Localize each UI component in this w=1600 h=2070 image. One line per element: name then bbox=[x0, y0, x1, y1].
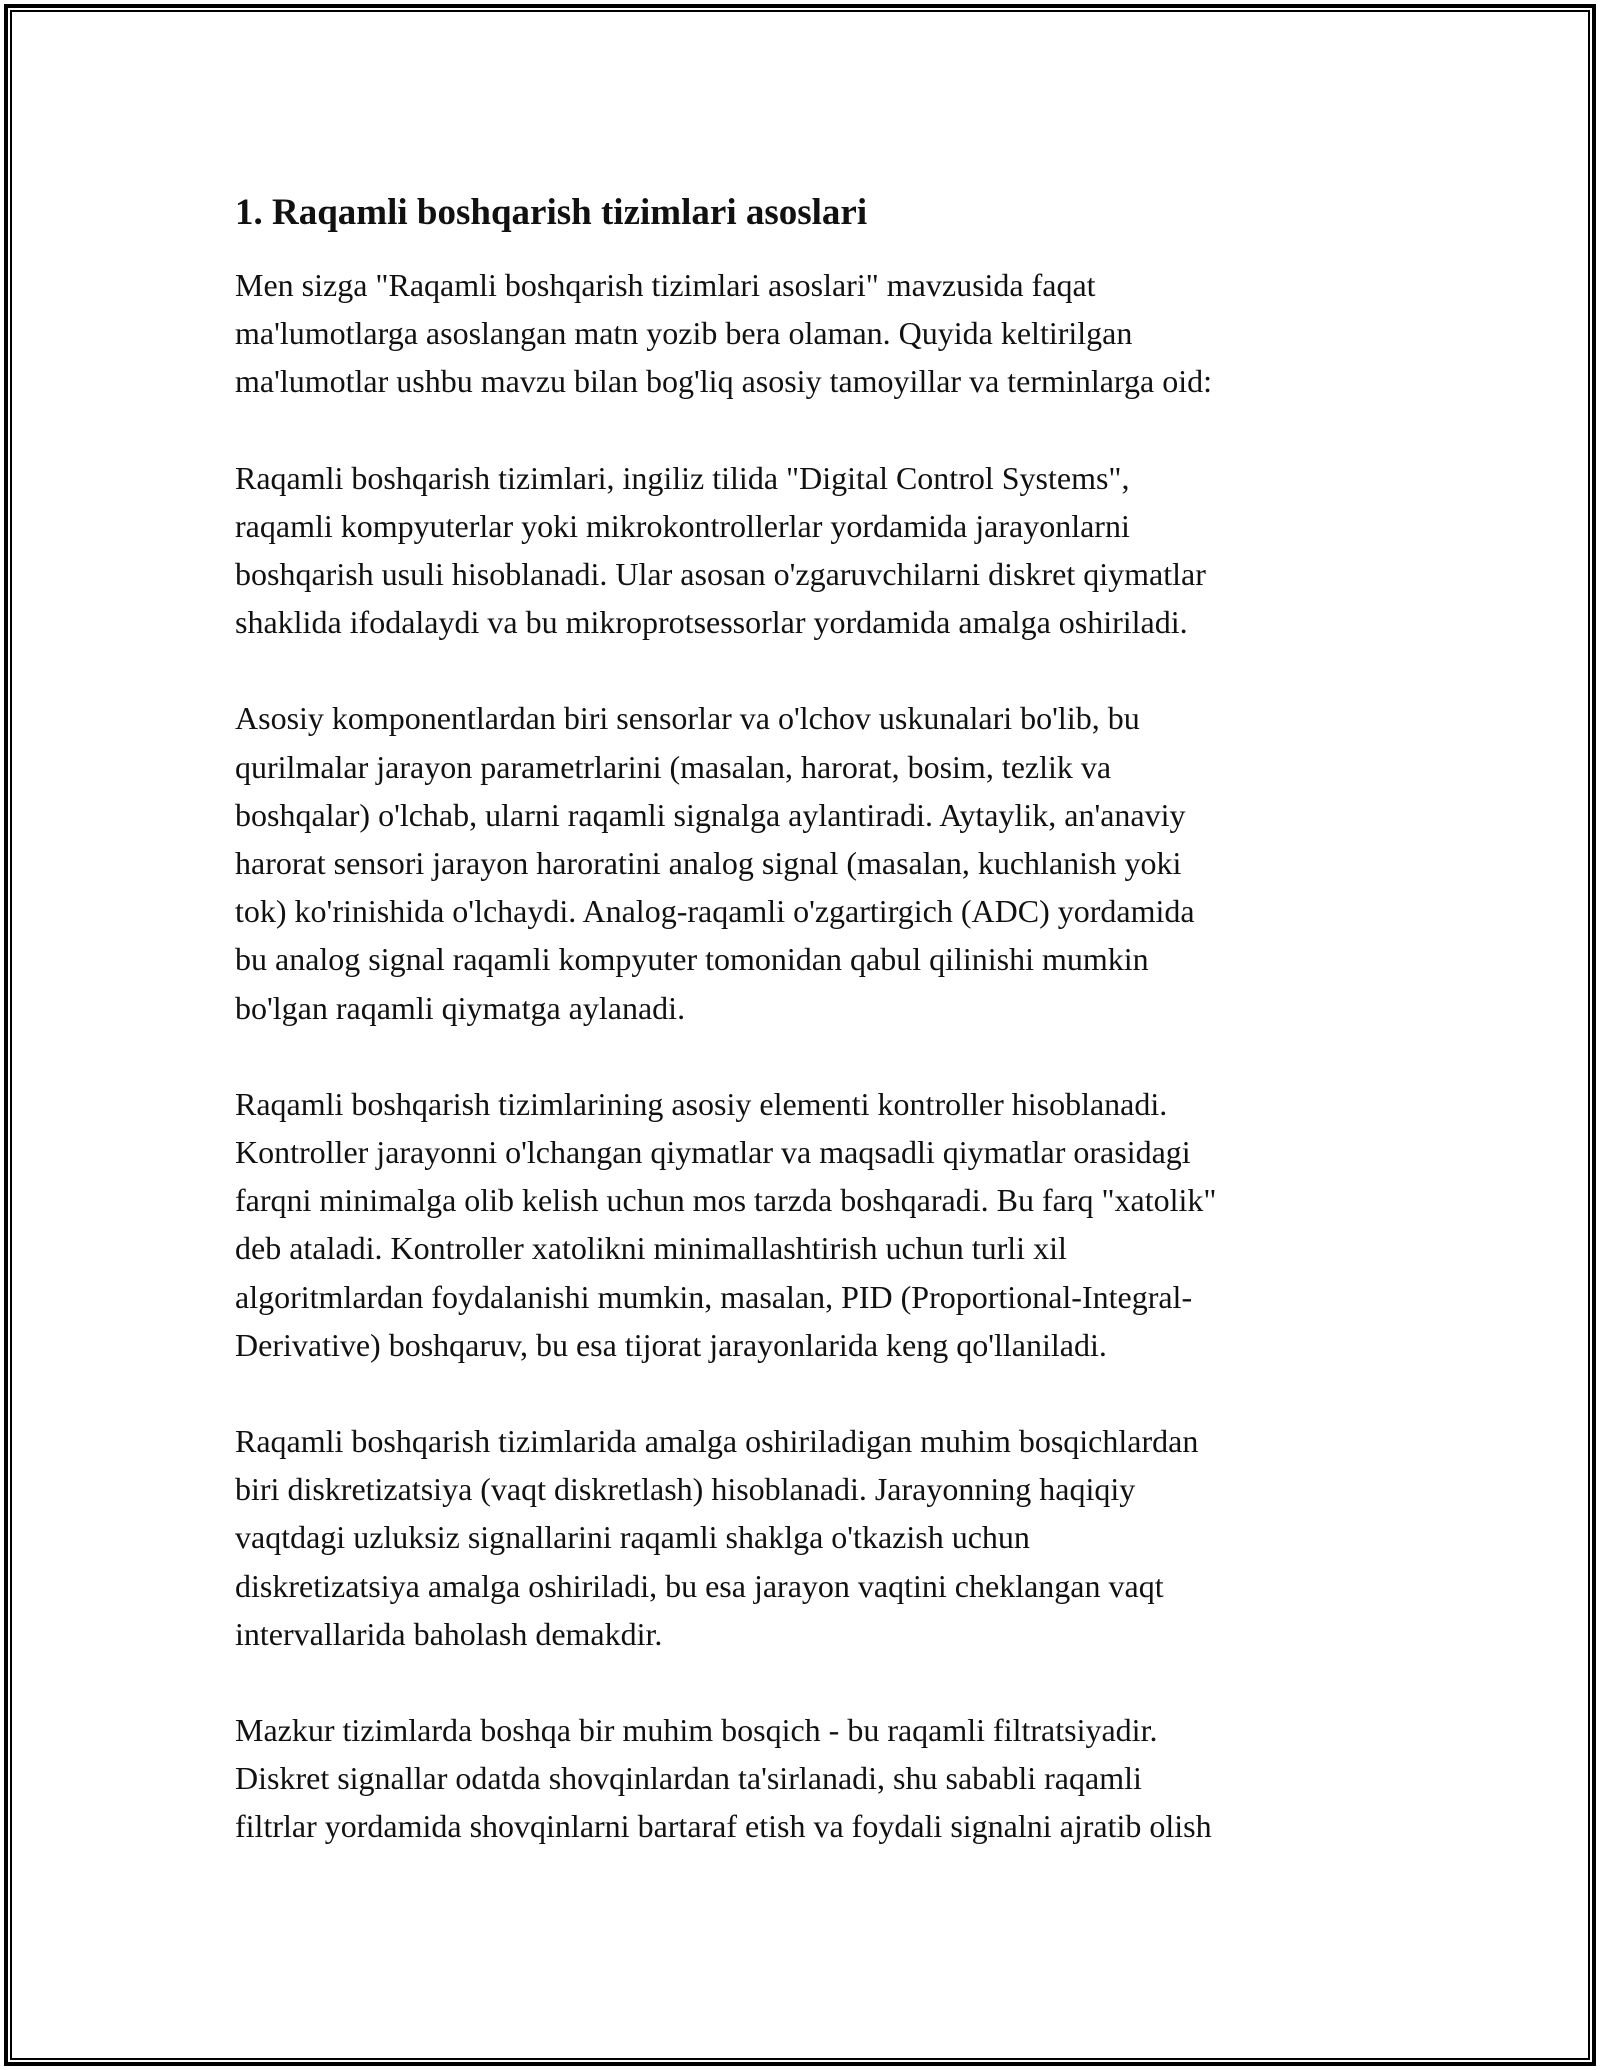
paragraph-5 bbox=[235, 1417, 1385, 1658]
paragraph-line: shaklida ifodalaydi va bu mikroprotsessorlar yordamida amalga oshiriladi. bbox=[235, 604, 1188, 641]
paragraph-line: Raqamli boshqarish tizimlarining asosiy elementi kontroller hisoblanadi. bbox=[235, 1085, 1168, 1122]
paragraph-line: algoritmlardan foydalanishi mumkin, masalan, PID (Proportional-Integral- bbox=[235, 1278, 1193, 1315]
paragraph-6 bbox=[235, 1706, 1385, 1851]
paragraph-line: vaqtdagi uzluksiz signallarini raqamli shaklga o'tkazish uchun bbox=[235, 1519, 1030, 1556]
paragraph-line: bu analog signal raqamli kompyuter tomonidan qabul qilinishi mumkin bbox=[235, 941, 1149, 978]
document-body bbox=[235, 185, 1385, 1899]
paragraph-line: biri diskretizatsiya (vaqt diskretlash) hisoblanadi. Jarayonning haqiqiy bbox=[235, 1471, 1136, 1508]
paragraph-line: tok) ko'rinishida o'lchaydi. Analog-raqamli o'zgartirgich (ADC) yordamida bbox=[235, 893, 1195, 930]
paragraph-line: diskretizatsiya amalga oshiriladi, bu esa jarayon vaqtini cheklangan vaqt bbox=[235, 1567, 1164, 1604]
paragraph-line: raqamli kompyuterlar yoki mikrokontrollerlar yordamida jarayonlarni bbox=[235, 507, 1130, 544]
paragraph-line: harorat sensori jarayon haroratini analog signal (masalan, kuchlanish yoki bbox=[235, 845, 1182, 882]
paragraph-line: Kontroller jarayonni o'lchangan qiymatlar va maqsadli qiymatlar orasidagi bbox=[235, 1134, 1191, 1171]
paragraph-line: farqni minimalga olib kelish uchun mos tarzda boshqaradi. Bu farq "xatolik" bbox=[235, 1182, 1217, 1219]
section-title: 1. Raqamli boshqarish tizimlari asoslari bbox=[235, 192, 868, 233]
paragraph-4 bbox=[235, 1080, 1385, 1369]
paragraph-line: Raqamli boshqarish tizimlari, ingiliz tilida "Digital Control Systems", bbox=[235, 459, 1130, 496]
paragraph-line: Mazkur tizimlarda boshqa bir muhim bosqich - bu raqamli filtratsiyadir. bbox=[235, 1712, 1158, 1749]
paragraph-line: Diskret signallar odatda shovqinlardan ta'sirlanadi, shu sababli raqamli bbox=[235, 1760, 1142, 1797]
paragraph-line: deb ataladi. Kontroller xatolikni minimallashtirish uchun turli xil bbox=[235, 1230, 1067, 1267]
paragraph-line: Derivative) boshqaruv, bu esa tijorat jarayonlarida keng qo'llaniladi. bbox=[235, 1326, 1107, 1363]
paragraph-3 bbox=[235, 694, 1385, 1031]
paragraph-2 bbox=[235, 454, 1385, 647]
paragraph-line: Raqamli boshqarish tizimlarida amalga oshiriladigan muhim bosqichlardan bbox=[235, 1423, 1199, 1460]
paragraph-line: filtrlar yordamida shovqinlarni bartaraf etish va foydali signalni ajratib olish bbox=[235, 1808, 1212, 1845]
paragraph-line: ma'lumotlar ushbu mavzu bilan bog'liq asosiy tamoyillar va terminlarga oid: bbox=[235, 363, 1212, 400]
paragraph-1 bbox=[235, 261, 1385, 406]
paragraph-line: qurilmalar jarayon parametrlarini (masalan, harorat, bosim, tezlik va bbox=[235, 748, 1112, 785]
paragraph-line: ma'lumotlarga asoslangan matn yozib bera olaman. Quyida keltirilgan bbox=[235, 315, 1133, 352]
paragraph-list bbox=[235, 261, 1385, 1851]
paragraph-line: Asosiy komponentlardan biri sensorlar va o'lchov uskunalari bo'lib, bu bbox=[235, 700, 1140, 737]
paragraph-line: bo'lgan raqamli qiymatga aylanadi. bbox=[235, 989, 686, 1026]
paragraph-line: boshqalar) o'lchab, ularni raqamli signalga aylantiradi. Aytaylik, an'anaviy bbox=[235, 796, 1186, 833]
paragraph-line: intervallarida baholash demakdir. bbox=[235, 1615, 663, 1652]
paragraph-line: boshqarish usuli hisoblanadi. Ular asosan o'zgaruvchilarni diskret qiymatlar bbox=[235, 556, 1206, 593]
paragraph-line: Men sizga "Raqamli boshqarish tizimlari asoslari" mavzusida faqat bbox=[235, 267, 1096, 303]
